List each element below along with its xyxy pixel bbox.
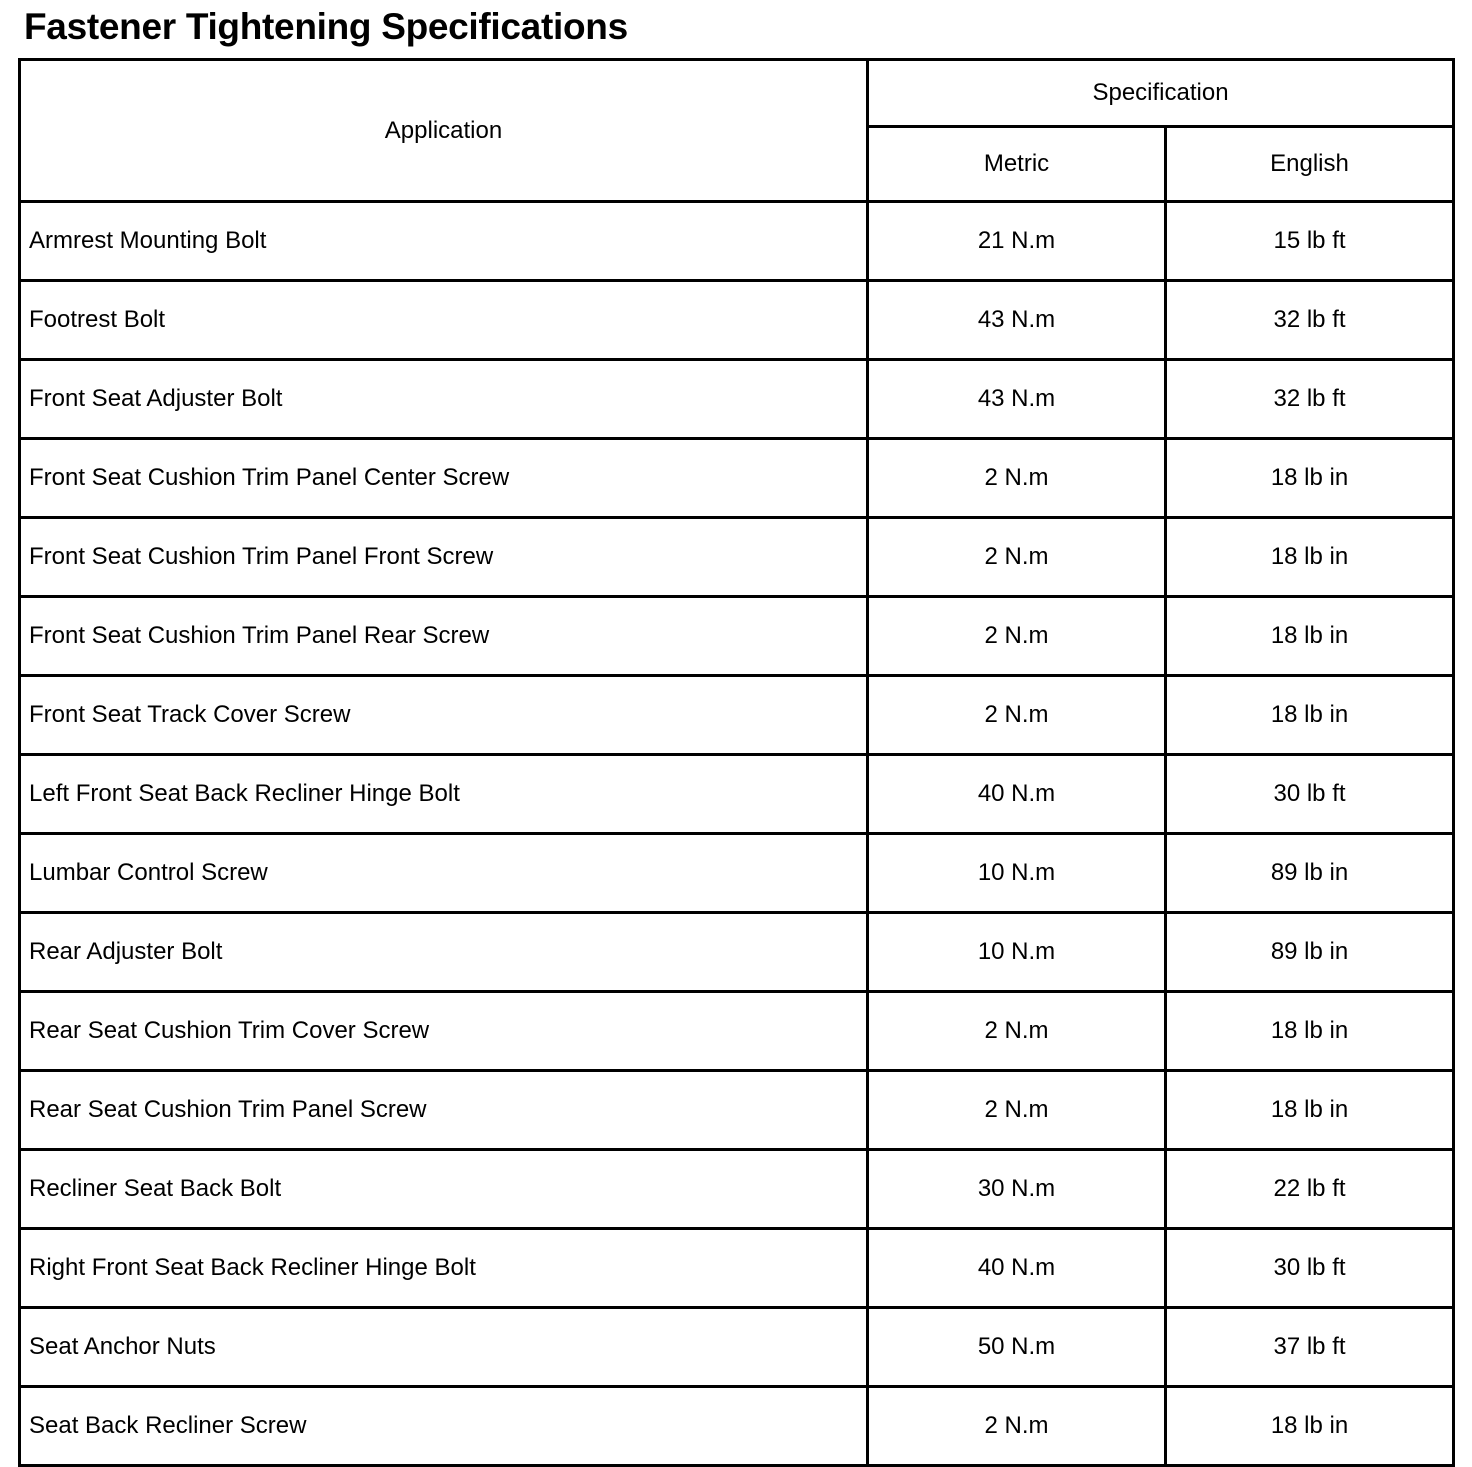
cell-metric: 43 N.m xyxy=(868,281,1166,360)
cell-metric: 2 N.m xyxy=(868,518,1166,597)
cell-application: Front Seat Cushion Trim Panel Front Screw xyxy=(20,518,868,597)
column-header-metric: Metric xyxy=(868,127,1166,202)
cell-english: 89 lb in xyxy=(1166,834,1454,913)
column-group-header-specification: Specification xyxy=(868,60,1454,127)
cell-english: 15 lb ft xyxy=(1166,202,1454,281)
cell-application: Right Front Seat Back Recliner Hinge Bolt xyxy=(20,1229,868,1308)
cell-metric: 2 N.m xyxy=(868,439,1166,518)
table-row xyxy=(20,676,1454,755)
cell-application: Front Seat Cushion Trim Panel Center Screw xyxy=(20,439,868,518)
cell-metric: 10 N.m xyxy=(868,834,1166,913)
cell-application: Front Seat Cushion Trim Panel Rear Screw xyxy=(20,597,868,676)
cell-english: 37 lb ft xyxy=(1166,1308,1454,1387)
cell-english: 18 lb in xyxy=(1166,597,1454,676)
cell-metric: 30 N.m xyxy=(868,1150,1166,1229)
cell-application: Rear Seat Cushion Trim Cover Screw xyxy=(20,992,868,1071)
table-row xyxy=(20,518,1454,597)
table-row xyxy=(20,439,1454,518)
table-body xyxy=(20,202,1454,1466)
cell-application: Seat Anchor Nuts xyxy=(20,1308,868,1387)
cell-application: Rear Adjuster Bolt xyxy=(20,913,868,992)
table-row xyxy=(20,834,1454,913)
cell-english: 32 lb ft xyxy=(1166,360,1454,439)
cell-english: 18 lb in xyxy=(1166,1071,1454,1150)
table-row xyxy=(20,1387,1454,1466)
cell-metric: 2 N.m xyxy=(868,597,1166,676)
table-row xyxy=(20,360,1454,439)
cell-application: Front Seat Adjuster Bolt xyxy=(20,360,868,439)
cell-english: 30 lb ft xyxy=(1166,1229,1454,1308)
cell-metric: 43 N.m xyxy=(868,360,1166,439)
cell-english: 18 lb in xyxy=(1166,518,1454,597)
column-header-english: English xyxy=(1166,127,1454,202)
cell-english: 18 lb in xyxy=(1166,676,1454,755)
cell-english: 22 lb ft xyxy=(1166,1150,1454,1229)
column-header-application: Application xyxy=(20,60,868,202)
fastener-specifications-table xyxy=(18,58,1455,1467)
header-row-group xyxy=(20,60,1454,127)
table-row xyxy=(20,202,1454,281)
cell-application: Rear Seat Cushion Trim Panel Screw xyxy=(20,1071,868,1150)
cell-metric: 10 N.m xyxy=(868,913,1166,992)
cell-english: 18 lb in xyxy=(1166,992,1454,1071)
cell-metric: 2 N.m xyxy=(868,992,1166,1071)
cell-metric: 2 N.m xyxy=(868,676,1166,755)
cell-metric: 2 N.m xyxy=(868,1387,1166,1466)
cell-application: Lumbar Control Screw xyxy=(20,834,868,913)
cell-metric: 40 N.m xyxy=(868,755,1166,834)
cell-english: 89 lb in xyxy=(1166,913,1454,992)
cell-english: 32 lb ft xyxy=(1166,281,1454,360)
table-row xyxy=(20,913,1454,992)
cell-metric: 40 N.m xyxy=(868,1229,1166,1308)
cell-application: Recliner Seat Back Bolt xyxy=(20,1150,868,1229)
table-row xyxy=(20,281,1454,360)
table-row xyxy=(20,597,1454,676)
table-row xyxy=(20,1150,1454,1229)
table-row xyxy=(20,1308,1454,1387)
cell-metric: 50 N.m xyxy=(868,1308,1166,1387)
table-row xyxy=(20,992,1454,1071)
page-title: Fastener Tightening Specifications xyxy=(24,6,628,47)
cell-english: 18 lb in xyxy=(1166,1387,1454,1466)
cell-application: Left Front Seat Back Recliner Hinge Bolt xyxy=(20,755,868,834)
cell-english: 30 lb ft xyxy=(1166,755,1454,834)
table-row xyxy=(20,1229,1454,1308)
table-header xyxy=(20,60,1454,202)
cell-application: Footrest Bolt xyxy=(20,281,868,360)
document-page xyxy=(0,6,1472,1467)
cell-metric: 2 N.m xyxy=(868,1071,1166,1150)
table-row xyxy=(20,1071,1454,1150)
cell-application: Armrest Mounting Bolt xyxy=(20,202,868,281)
table-row xyxy=(20,755,1454,834)
cell-english: 18 lb in xyxy=(1166,439,1454,518)
cell-metric: 21 N.m xyxy=(868,202,1166,281)
cell-application: Seat Back Recliner Screw xyxy=(20,1387,868,1466)
cell-application: Front Seat Track Cover Screw xyxy=(20,676,868,755)
